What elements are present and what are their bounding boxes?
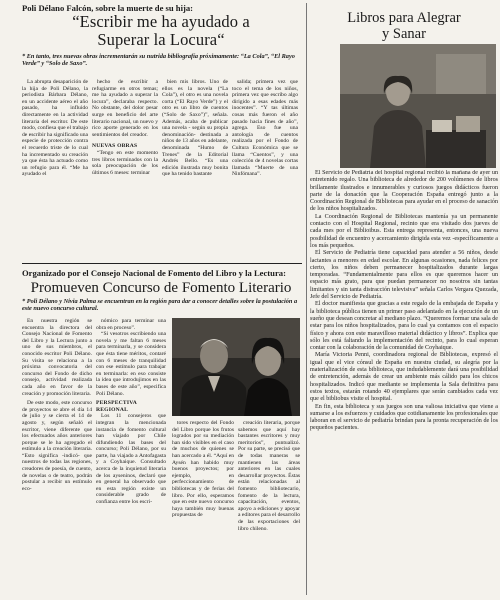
article1-col2-paragraph: hecho de escribir a refugiarme en otros temas; me ha ayudado a superar la locura”, declaraba respecto. No obstante, del dolor pesar surge en beneficio del arte literario nacional, un nuevo y rico aporte generado en los sentimientos del creador.: [92, 79, 158, 138]
article3-paragraph: El doctor manifiesta que gracias a este regalo de la embajada de España y la biblioteca pública tienen un primer paso adelantado en la ejecución de un sueño que desean concretar al mediano plazo. “Queremos formar una sala de estar para los niños hospitalizados, para lo cual ya contamos con el espacio físico y ahora con este maravilloso material didáctico y libros”. Explica que sólo les está faltando la implementación del recinto, para lo cual esperan contar con la colaboración de la comunidad de Coyhaique.: [310, 301, 498, 352]
article1-deck: * En tanto, tres nuevas obras incrementarán su nutrida bibliografía próximamente: “La Cola”, “El Rayo Verde” y “Solo de Saxo”.: [22, 53, 295, 68]
article3-paragraph: El Servicio de Pediatría tiene capacidad para atender a 56 niños, desde lactantes a menores en edad escolar. En algunas ocasiones, nada felices por cierto, los niños deben permanecer hospitalizados durante largas temporadas. “Fundamentalmente para ellos es que queremos hacer un espacio más grato, para que puedan permanecer no nosotros sin tantas limitantes y sin tanta distracción televisiva” señala Carlos Vergara Quezada, Jefe del Servicio de Pediatría.: [310, 250, 498, 301]
article2-col2: [96, 318, 166, 594]
children-ward-photo-icon: [340, 44, 496, 168]
article1-headline-line1: “Escribir me ha ayudado a: [72, 12, 250, 31]
article1-col2-paragraph: “Tengo en este momento tres libros terminados con la sola preocupación de los últimos 6 meses: terminar: [92, 149, 158, 176]
article3-paragraph: En fin, esta biblioteca y sus juegos son una valiosa iniciativa que viene a sumarse a los esfuerzos y cuidados que cotidianamente los profesionales que laboran en el servicio de pediatría brindan para la pronta recuperación de los pequeños pacientes.: [310, 403, 498, 432]
column-divider: [306, 3, 307, 595]
article1-col2: [92, 79, 158, 261]
article1-col3: [162, 79, 228, 261]
article1-kicker: Poli Délano Falcón, sobre la muerte de su hija:: [22, 3, 193, 13]
article2-kicker: Organizado por el Consejo Nacional de Fomento del Libro y la Lectura:: [22, 268, 286, 278]
article2-col4: [238, 420, 300, 594]
article1-col3-paragraph: bien mis libros. Uno de ellos es la novela (“La Cola”), el otro es una novela corta (“El Rayo Verde”) y el otro es un libro de cuentos (“Solo de Saxo”)”, señala. Además, acaba de publicar una novela - según su propia denominación- destinada a niños de 13 años en adelante, denominada “Humo de Trenes” de la Editorial Andrés Bello. “Es una edición ilustrada muy bonita que ha tenido bastante: [162, 79, 228, 178]
article1-col4: [232, 79, 298, 261]
article2-col1-paragraph: De este modo, este concurso de proyectos se abre el día 14 de julio y se cierra el 14 de agosto y, según señaló el escritor, viene diferente que los efectuados años anteriores porque se le ha agregado el estímulo a la creación literaria. “Esto significa -indicó- que nuestros de todas las regiones, creadores de poesía, de cuento, de novelas o de teatro, podrán postular a recibir un estímulo eco-: [22, 400, 92, 492]
article3-headline-line1: Libros para Alegrar: [347, 10, 461, 26]
article2-col2-paragraph: nómico para terminar una obra en proceso”.: [96, 318, 166, 331]
article2-subhead: PERSPECTIVA REGIONAL: [96, 400, 137, 413]
article2-col1: [22, 318, 92, 594]
article1-col1-paragraph: La abrupta desaparición de la hija de Poli Délano, la periodista Bárbara Délano, en un accidente aéreo el año pasado, ha influido directamente en la actividad literaria del escritor. De este modo, confiesa que el trabajo de escribir ha significado una especie de protección contra el recuerdo triste de lo cual ha incrementado su creación ya que ésta ha actuado como un refugio para él. “Me ha ayudado el: [22, 79, 88, 178]
article2-col2-paragraph: “Si vesotros escribiendo una novela y me faltan 6 meses para terminarla, y se considera que ésta tiene méritos, contaré con 6 meses de tranquilidad con ese estímulo para trabajar en terminarla: en eso consiste la idea que introdujimos en las bases de este año”, especifica Poli Délano.: [96, 331, 166, 397]
article3-paragraph: La Coordinación Regional de Bibliotecas mantenía ya un permanente contacto con el Hospital Regional, recinto que era visitado dos jueves de cada mes por el Biblioibus. Esta entrega representa, entonces, una nueva posibilidad de encuentro y acercamiento dirigida esta vez -específicamente a los más pequeños.: [310, 213, 498, 249]
article3-headline: [312, 10, 496, 42]
article2-col3-paragraph: tores respecto del Fondo del Libro porque los frutos logrados por su mediación han sido visibles en el caso de muchos de quienes se han acercado a él. “Aquí en Aysén han habido muy buenos proyectos; por ejemplo, en perfeccionamiento de bibliotecas y de ferias del libro. Por ello, esperamos que en este nuevo concurso haya también muy buenas propuestas de: [172, 420, 234, 519]
article1-subhead: NUEVAS OBRAS: [92, 143, 138, 150]
article1-headline-line2: Superar la Locura“: [97, 29, 225, 49]
article3-paragraph: María Victoria Penni, coordinadora regional de Bibliotecas, expresó el igual que el vice cónsul de España en nuestra ciudad, su alegría por la materialización de esta biblioteca, que indudablemente dará una posibilidad de entretención, además de crear un ambiente más cálido para los chicos hospitalizados. Indicó que mediante se implementa la Sala definitiva para estos textos, estarán rotando 40 ejemplares que serán cambiados cada vez que el bibliobus visite el hospital.: [310, 352, 498, 403]
section-divider: [22, 263, 302, 264]
article2-col2-paragraph: Los 11 consejeros que integran la mencionada instancia de fomento cultural han viajado por Chile difundiendo las bases del concurso; Poli Délano, por su parte, ha viajado a Antofagasta y a Coyhaique. Consultado acerca de la inquietud literaria de los ayseninos, declaró que en general ha observado que en esta región existe un considerable grado de confianza entre los escri-: [96, 413, 166, 506]
article3-body: [310, 170, 498, 596]
article3-paragraph: El Servicio de Pediatría del hospital regional recibió la mañana de ayer un entretenido regalo. Una biblioteca de alrededor de 200 volúmenes de libros brillamente ilustrados e innumerables y curiosos juegos didácticos fueron parte de la donación que la Cooperación España entregó junto a la Coordinación Regional de Bibliotecas para ayudar en el proceso de sanación de los niños hospitalizados.: [310, 170, 498, 213]
article2-col3: [172, 420, 234, 594]
article1-col4-paragraph: salida; primera vez que toco el tema de los niños, primera vez que escribo algo dirigido a esas edades más inocentes”. “Y tas últimas cosas más fueron el año pasado hacia fines de año”, agrega. Eso fue una antología de cuentos realizada por el Fondo de Cultura Económica que se llama “Cuentos”, y una colección de 4 novelas cortas llamada “Muerte de una Ninfómana”.: [232, 79, 298, 178]
article2-headline: Promueven Concurso de Fomento Literario: [30, 280, 292, 296]
article2-photo: [172, 318, 300, 416]
article1-headline: [22, 13, 300, 48]
article2-col1-paragraph: En nuestra región se encuentra la directora del Consejo Nacional de Fomento del Libro y la Lectura junto a uno de sus miembros, el conocido escritor Poli Délano. Su visita se relaciona a la próxima convocatoria del concurso del Fondo de dicho consejo, actividad realizada cada año en favor de la creación y promoción literaria.: [22, 318, 92, 397]
article1-col1: [22, 79, 88, 261]
two-people-photo-icon: [172, 318, 300, 416]
article2-deck: * Poli Délano y Nivia Palma se encuentran en la región para dar a conocer detalles sobre la postulación a este nuevo concurso cultural.: [22, 298, 298, 313]
article3-photo: [340, 44, 496, 168]
article2-col4-paragraph: creación literaria, porque sabemos que aquí hay bastantes escritores y muy meritorios”, puntualizó. Por su parte, se precisó que de todas maneras se mantienen las áreas anteriores en las cuales desarrollar proyectos. Éstas están relacionadas al fomento bibliotecario, fomento de la lectura, capacitación, eventos, apoyo a ediciones y apoyar a editores para el desarrollo de las exportaciones del libro chileno.: [238, 420, 300, 532]
article3-headline-line2: y Sanar: [382, 26, 426, 42]
